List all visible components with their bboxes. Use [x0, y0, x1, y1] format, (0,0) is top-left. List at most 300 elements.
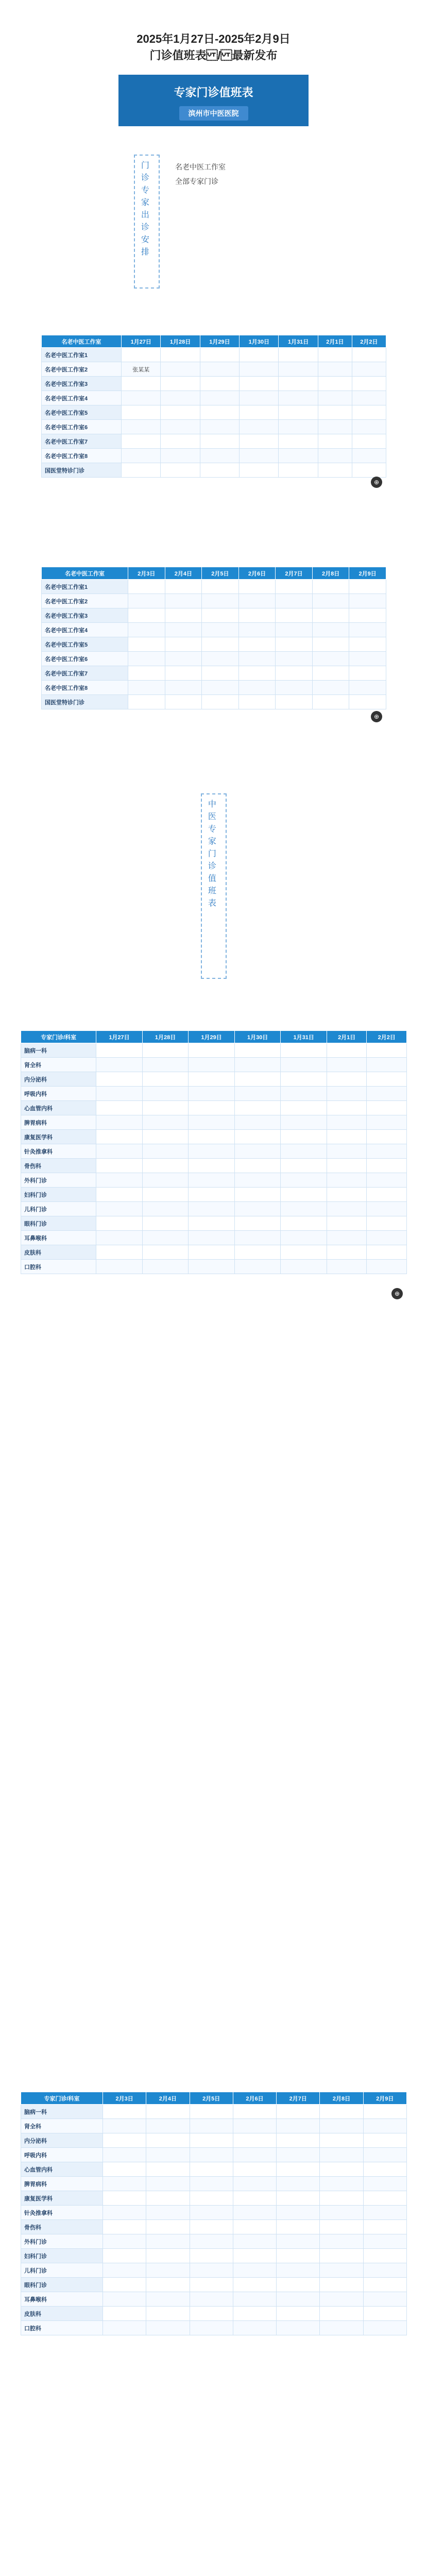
table-cell [234, 1101, 281, 1115]
dept-cell: 名老中医工作室8 [42, 449, 122, 463]
table-cell [281, 1188, 327, 1202]
dept-cell: 口腔科 [21, 2321, 103, 2335]
table-cell [276, 637, 313, 652]
table-cell [146, 2133, 190, 2148]
table-cell [318, 463, 352, 478]
table-cell [96, 1058, 143, 1072]
intro-vertical-box [134, 155, 160, 289]
table-cell [161, 420, 200, 434]
table-cell [312, 652, 349, 666]
table-cell [142, 1043, 189, 1058]
table-cell [352, 377, 386, 391]
schedule-body-a [42, 348, 386, 478]
table-cell [367, 1216, 407, 1231]
date-range-title: 2025年1月27日-2025年2月9日 [136, 32, 291, 45]
table-cell [233, 2292, 276, 2307]
table-cell [202, 637, 239, 652]
table-cell [312, 623, 349, 637]
table-cell [352, 362, 386, 377]
table-cell [367, 1087, 407, 1101]
table-cell [277, 2133, 320, 2148]
dept-cell: 名老中医工作室6 [42, 420, 122, 434]
table-cell [190, 2278, 233, 2292]
table-cell [363, 2249, 406, 2263]
table-cell [146, 2177, 190, 2191]
table-cell [240, 362, 279, 377]
table-cell [103, 2292, 146, 2307]
table-cell [327, 1188, 366, 1202]
table-row [42, 594, 386, 608]
table-cell [318, 348, 352, 362]
table-cell [234, 1188, 281, 1202]
table-cell [281, 1043, 327, 1058]
table-cell [234, 1260, 281, 1274]
table-row [42, 348, 386, 362]
table-cell [103, 2162, 146, 2177]
table-cell [202, 623, 239, 637]
table-cell [189, 1231, 235, 1245]
table-cell [233, 2234, 276, 2249]
dept-cell: 眼科门诊 [21, 1216, 96, 1231]
table-cell [367, 1159, 407, 1173]
table-cell [189, 1101, 235, 1115]
table-cell [190, 2191, 233, 2206]
table-cell [320, 2191, 363, 2206]
table-cell [233, 2105, 276, 2119]
dept-cell: 呼吸内科 [21, 1087, 96, 1101]
table-cell [320, 2220, 363, 2234]
th-c-5: 1月31日 [281, 1031, 327, 1043]
table-cell [165, 580, 202, 594]
th-b-3: 2月5日 [202, 567, 239, 580]
table-row [21, 2162, 407, 2177]
table-row [42, 637, 386, 652]
table-row [42, 580, 386, 594]
table-row [21, 1216, 407, 1231]
table-cell [240, 434, 279, 449]
table-cell [142, 1144, 189, 1159]
table-cell [189, 1058, 235, 1072]
table-cell [234, 1159, 281, 1173]
table-cell [238, 666, 276, 681]
th-a-5: 1月31日 [279, 335, 318, 348]
table-cell [363, 2105, 406, 2119]
intro-vertical-title: 门诊专家出诊安排 [140, 161, 149, 260]
table-cell [234, 1058, 281, 1072]
dept-cell: 耳鼻喉科 [21, 2292, 103, 2307]
table-cell [367, 1202, 407, 1216]
dept-cell: 名老中医工作室4 [42, 623, 128, 637]
dept-cell: 口腔科 [21, 1260, 96, 1274]
dept-cell: 名老中医工作室3 [42, 377, 122, 391]
dept-cell: 名老中医工作室2 [42, 594, 128, 608]
table-cell [277, 2263, 320, 2278]
table-row [42, 377, 386, 391]
schedule-table-b [41, 567, 386, 709]
table-cell [281, 1245, 327, 1260]
dept-cell: 名老中医工作室8 [42, 681, 128, 695]
table-cell [276, 681, 313, 695]
table-row [42, 666, 386, 681]
table-cell [240, 449, 279, 463]
table-cell [276, 594, 313, 608]
table-row [21, 2220, 407, 2234]
table-cell [142, 1216, 189, 1231]
table-cell [142, 1072, 189, 1087]
th-a-2: 1月28日 [161, 335, 200, 348]
table-row [21, 1072, 407, 1087]
dept-cell: 内分泌科 [21, 1072, 96, 1087]
table-cell [363, 2278, 406, 2292]
table-cell [200, 348, 239, 362]
table-cell [146, 2263, 190, 2278]
table-cell [367, 1058, 407, 1072]
table-row [21, 1231, 407, 1245]
table-cell [96, 1216, 143, 1231]
table-cell [189, 1072, 235, 1087]
zoom-icon[interactable]: ⊕ [371, 477, 382, 488]
table-cell [190, 2321, 233, 2335]
table-cell [277, 2292, 320, 2307]
table-cell [200, 420, 239, 434]
table-cell [327, 1202, 366, 1216]
dept-cell: 名老中医工作室7 [42, 434, 122, 449]
table-cell [96, 1043, 143, 1058]
table-row [42, 623, 386, 637]
table-cell [96, 1072, 143, 1087]
table-cell [281, 1216, 327, 1231]
dept-cell: 名老中医工作室7 [42, 666, 128, 681]
table-cell [276, 652, 313, 666]
th-a-6: 2月1日 [318, 335, 352, 348]
table-cell [161, 362, 200, 377]
table-row [21, 1202, 407, 1216]
table-cell [349, 637, 386, 652]
table-cell [277, 2249, 320, 2263]
table-cell [318, 391, 352, 405]
table-cell [200, 434, 239, 449]
intro-list [175, 160, 226, 189]
table-cell [234, 1043, 281, 1058]
table-cell [234, 1072, 281, 1087]
topbar [0, 0, 427, 31]
table-cell [189, 1188, 235, 1202]
dept-cell: 名老中医工作室4 [42, 391, 122, 405]
table-cell [202, 594, 239, 608]
table-cell [363, 2292, 406, 2307]
table-cell [122, 377, 161, 391]
table-cell [161, 391, 200, 405]
table-cell [238, 695, 276, 709]
table-cell [190, 2162, 233, 2177]
table-row [42, 652, 386, 666]
table-row [42, 681, 386, 695]
table-cell [277, 2307, 320, 2321]
table-cell [233, 2278, 276, 2292]
table-cell [234, 1087, 281, 1101]
table-cell [146, 2307, 190, 2321]
table-cell [281, 1101, 327, 1115]
table-cell [142, 1245, 189, 1260]
table-row [21, 1188, 407, 1202]
table-cell [96, 1144, 143, 1159]
dept-cell: 名老中医工作室1 [42, 348, 122, 362]
th-b-4: 2月6日 [238, 567, 276, 580]
table-cell [161, 405, 200, 420]
table-cell [363, 2206, 406, 2220]
table-cell [320, 2263, 363, 2278]
table-cell [320, 2133, 363, 2148]
table-cell [234, 1216, 281, 1231]
table-cell [363, 2191, 406, 2206]
schedule-body-c [21, 1043, 407, 1274]
expert-banner [118, 75, 309, 126]
table-cell [240, 463, 279, 478]
table-cell [279, 377, 318, 391]
table-cell [146, 2278, 190, 2292]
dept-cell: 名老中医工作室5 [42, 637, 128, 652]
table-cell [189, 1159, 235, 1173]
dept-cell: 脑病一科 [21, 2105, 103, 2119]
table-cell [240, 391, 279, 405]
table-cell [142, 1231, 189, 1245]
table-cell [200, 362, 239, 377]
table-cell [312, 695, 349, 709]
table-cell [363, 2119, 406, 2133]
intro-item-2: 全部专家门诊 [175, 177, 218, 185]
table-cell [128, 580, 165, 594]
table-cell [96, 1087, 143, 1101]
table-cell [161, 449, 200, 463]
table-cell [327, 1245, 366, 1260]
table-row [21, 1159, 407, 1173]
table-cell [349, 623, 386, 637]
table-cell [103, 2234, 146, 2249]
table-cell [281, 1231, 327, 1245]
dept-cell: 名老中医工作室6 [42, 652, 128, 666]
table-cell [202, 666, 239, 681]
table-cell [318, 420, 352, 434]
dept-cell: 肾全科 [21, 2119, 103, 2133]
dept-cell: 名老中医工作室5 [42, 405, 122, 420]
table-cell [146, 2191, 190, 2206]
table-row [21, 2206, 407, 2220]
dept-cell: 名老中医工作室1 [42, 580, 128, 594]
mid-vertical-box [201, 793, 227, 979]
table-cell [96, 1245, 143, 1260]
table-cell [233, 2119, 276, 2133]
dept-cell: 妇科门诊 [21, 1188, 96, 1202]
table-cell [277, 2119, 320, 2133]
table-row [21, 1058, 407, 1072]
table-cell [281, 1072, 327, 1087]
table-cell [96, 1173, 143, 1188]
table-row [42, 695, 386, 709]
table-cell [142, 1101, 189, 1115]
table-cell [103, 2249, 146, 2263]
table-cell [122, 348, 161, 362]
table-cell [277, 2234, 320, 2249]
table-cell [320, 2206, 363, 2220]
table-cell [234, 1202, 281, 1216]
table-cell [128, 666, 165, 681]
table-cell [146, 2148, 190, 2162]
table-cell [165, 637, 202, 652]
dept-cell: 皮肤科 [21, 1245, 96, 1260]
table-cell [161, 434, 200, 449]
table-cell [96, 1101, 143, 1115]
table-cell [277, 2162, 320, 2177]
table-cell [363, 2263, 406, 2278]
th-b-0: 名老中医工作室 [42, 567, 128, 580]
table-row [21, 1101, 407, 1115]
table-cell [363, 2307, 406, 2321]
table-cell [146, 2220, 190, 2234]
table-cell [320, 2105, 363, 2119]
table-cell [240, 420, 279, 434]
table-cell [190, 2206, 233, 2220]
table-cell [128, 594, 165, 608]
table-cell [349, 652, 386, 666]
table-cell [352, 463, 386, 478]
table-cell [352, 449, 386, 463]
table-cell [279, 362, 318, 377]
table-cell [190, 2148, 233, 2162]
table-cell [320, 2177, 363, 2191]
table-cell [327, 1260, 366, 1274]
table-cell [96, 1115, 143, 1130]
th-d-7: 2月9日 [363, 2092, 406, 2105]
table-cell [327, 1101, 366, 1115]
table-cell [200, 463, 239, 478]
table-cell [320, 2119, 363, 2133]
mid-vertical-title: 中医专家门诊值班表 [207, 800, 216, 911]
table-row [21, 1130, 407, 1144]
table-cell [103, 2263, 146, 2278]
table-cell [234, 1231, 281, 1245]
table-cell [363, 2234, 406, 2249]
table-cell [128, 623, 165, 637]
table-cell [276, 608, 313, 623]
table-cell [128, 608, 165, 623]
table-cell [189, 1043, 235, 1058]
table-cell [277, 2148, 320, 2162]
schedule-table-c [21, 1030, 407, 1274]
table-cell [234, 1144, 281, 1159]
schedule-table-d [21, 2092, 407, 2335]
table-cell [189, 1245, 235, 1260]
table-cell [327, 1087, 366, 1101]
table-row [21, 2292, 407, 2307]
table-cell [367, 1245, 407, 1260]
table-row [21, 2321, 407, 2335]
table-cell [189, 1260, 235, 1274]
table-cell [363, 2220, 406, 2234]
table-cell [233, 2206, 276, 2220]
table-cell [279, 348, 318, 362]
dept-cell: 国医堂特诊门诊 [42, 695, 128, 709]
table-cell [190, 2119, 233, 2133]
table-cell [233, 2307, 276, 2321]
table-cell [327, 1130, 366, 1144]
page-header [0, 31, 427, 64]
table-cell [312, 608, 349, 623]
table-cell [320, 2292, 363, 2307]
table-cell [96, 1202, 143, 1216]
th-b-7: 2月9日 [349, 567, 386, 580]
th-a-3: 1月29日 [200, 335, 239, 348]
table-cell [165, 652, 202, 666]
table-cell [276, 623, 313, 637]
table-cell [142, 1159, 189, 1173]
zoom-icon[interactable]: ⊕ [391, 1288, 403, 1299]
dept-cell: 妇科门诊 [21, 2249, 103, 2263]
table-cell [281, 1159, 327, 1173]
th-b-5: 2月7日 [276, 567, 313, 580]
table-cell [122, 420, 161, 434]
table-row [21, 2119, 407, 2133]
dept-cell: 名老中医工作室2 [42, 362, 122, 377]
table-cell [142, 1260, 189, 1274]
table-cell [327, 1173, 366, 1188]
table-cell [281, 1087, 327, 1101]
table-cell [190, 2220, 233, 2234]
table-cell [277, 2206, 320, 2220]
table-cell [190, 2249, 233, 2263]
table-cell [96, 1159, 143, 1173]
th-d-4: 2月6日 [233, 2092, 276, 2105]
dept-cell: 肾全科 [21, 1058, 96, 1072]
table-cell [349, 681, 386, 695]
table-cell [320, 2278, 363, 2292]
table-cell [233, 2177, 276, 2191]
table-cell [327, 1115, 366, 1130]
table-cell [352, 405, 386, 420]
zoom-icon[interactable]: ⊕ [371, 711, 382, 722]
table-cell [234, 1173, 281, 1188]
banner-title: 专家门诊值班表 [174, 86, 253, 99]
table-cell [279, 449, 318, 463]
table-cell [367, 1231, 407, 1245]
table-row [21, 2249, 407, 2263]
dept-cell: 康复医学科 [21, 2191, 103, 2206]
table-cell [202, 608, 239, 623]
table-cell [189, 1087, 235, 1101]
dept-cell: 呼吸内科 [21, 2148, 103, 2162]
th-d-0: 专家门诊/科室 [21, 2092, 103, 2105]
table-cell [318, 362, 352, 377]
th-b-2: 2月4日 [165, 567, 202, 580]
table-cell [142, 1087, 189, 1101]
table-cell: 张某某 [122, 362, 161, 377]
table-cell [240, 348, 279, 362]
table-cell [122, 463, 161, 478]
table-cell [200, 405, 239, 420]
table-cell [146, 2206, 190, 2220]
th-c-6: 2月1日 [327, 1031, 366, 1043]
table-cell [363, 2148, 406, 2162]
table-cell [352, 348, 386, 362]
table-cell [367, 1043, 407, 1058]
table-cell [234, 1115, 281, 1130]
th-a-1: 1月27日 [122, 335, 161, 348]
dept-cell: 眼科门诊 [21, 2278, 103, 2292]
table-cell [128, 637, 165, 652]
schedule-body-d [21, 2105, 407, 2335]
dept-cell: 名老中医工作室3 [42, 608, 128, 623]
dept-cell: 儿科门诊 [21, 1202, 96, 1216]
table-row [21, 2105, 407, 2119]
